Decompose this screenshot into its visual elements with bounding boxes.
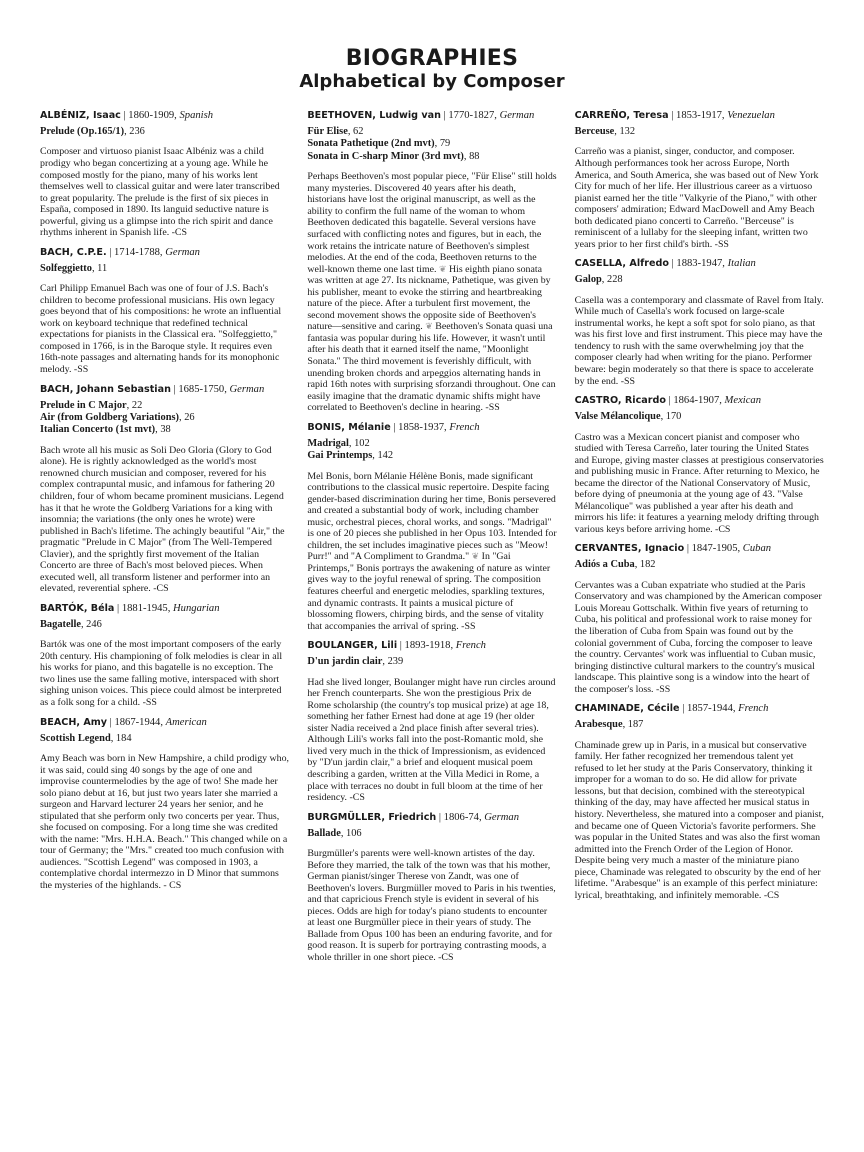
piece-title: Prelude in C Major [40,399,127,411]
composer-lifespan: | 1806-74, [436,811,485,823]
composer-name: CHAMINADE, Cécile [574,703,680,715]
composer-nationality: Italian [727,258,756,270]
composer-heading [40,716,289,729]
composer-name: CERVANTES, Ignacio [574,543,685,555]
piece-listing [575,719,824,731]
composer-entry [575,257,824,387]
composer-lifespan: | 1883-1947, [668,258,728,270]
piece-page: , 106 [340,827,362,839]
composer-name: BACH, C.P.E. [40,246,107,258]
composer-entry [307,109,556,414]
composer-bio: Chaminade grew up in Paris, in a musical but conservative family. Her father recognized her tremendous talent yet refused to let her study at the Paris Conservatory, thinking it improper for a woman to do so. He did allow for private lessons, but that decision, combined with the stereotypical thinking of the day, may have affected her musical status in history. Nevertheless, she matured into a composer and pianist, and became one of Queen Victoria's favorite performers. She was popular in the United States and was also the first woman admitted into the French Order of the Legion of Honor. Despite being very much a master of the miniature piano piece, Chaminade was relegated to obscurity by the end of her lifetime. "Arabesque" is an example of this perfect miniature: lyrical, breathtaking, and infinitely memorable. -CS [574,739,824,901]
composer-bio: Bartók was one of the most important composers of the early 20th century. His championing of folk melodies is clear in all his works for piano, and this bagatelle is no exception. The two lines use the same falling motive, interspaced with short sighing unison voices. This piece could almost be interpreted as a folk song for a child. -SS [40,639,283,709]
piece-title: Solfeggietto [40,262,92,274]
piece-title: Adiós a Cuba [574,559,635,571]
piece-page: , 184 [110,732,132,744]
composer-entry [40,602,289,709]
composer-name: BEACH, Amy [40,716,108,728]
composer-name: ALBÉNIZ, Isaac [40,110,121,121]
composer-name: CASTRO, Ricardo [574,395,666,407]
piece-listing [40,733,289,745]
composer-entry [40,109,289,239]
composer-heading [40,602,289,615]
composer-nationality: Hungarian [173,602,220,614]
piece-title: Berceuse [574,126,615,137]
composer-lifespan: | 1858-1937, [390,421,450,433]
piece-title: Arabesque [574,719,623,731]
piece-title: Für Elise [307,126,348,137]
composer-bio: Amy Beach was born in New Hampshire, a child prodigy who, it was said, could sing 40 songs by the age of one and improvise countermelodies by the age of two! She made her solo piano debut at 16, but just two years later she married a surgeon and Harvard lecturer 24 years her senior, and he stipulated that she perform only two concerts per year. Thus, she focused on composing. For a long time she was credited with the name: "Mrs. H.H.A. Beach." This changed while on a tour of Germany; the "Mrs." created too much confusion with audiences. "Scottish Legend" was composed in 1903, a contemplative chordal intermezzo in D Minor that summons the mysteries of the highlands. - CS [40,752,290,891]
composer-lifespan: | 1714-1788, [106,246,166,258]
composer-nationality: Mexican [724,395,762,407]
composer-entry [575,394,824,535]
piece-title: Scottish Legend [40,732,111,744]
column-2 [307,109,556,970]
piece-page: , 22 [126,399,143,411]
composer-name: BURGMÜLLER, Friedrich [307,811,437,823]
piece-page: , 62 [347,126,364,137]
piece-listing [307,151,556,163]
piece-listing [307,450,556,462]
composer-nationality: French [449,421,480,433]
composer-bio: Bach wrote all his music as Soli Deo Gloria (Glory to God alone). He is rightly acknowledged as the world's most renowned church musician and composer, revered for his complex contrapuntal music, and infamous for fathering 20 children, four of whom became prominent musicians. Legend has it that he wrote the Goldberg Variations for a king with insomnia; the variations (the only ones he wrote) were published in Bach's lifetime. The achingly beautiful "Air," the pragmatic "Prelude in C Major" (from The Well-Tempered Clavier), and the sprightly first movement of the Italian Concerto are three of Bach's most beloved pieces. When executed well, all transform listener and performer into an elevated, reverential sphere. -CS [40,444,285,595]
composer-lifespan: | 1847-1905, [684,543,743,555]
composer-entry [307,421,556,632]
composer-bio: Carreño was a pianist, singer, conductor, and composer. Although performances took her across Europe, North America, and South America, she was based out of New York City for much of her life. Her illustrious career as a virtuoso pianist earned her the title "Valkyrie of the Piano," with other composers' admiration; Edward MacDowell and Amy Beach both dedicated piano concerti to Carreño. "Berceuse" is reminiscent of a lullaby for the sleeping infant, written two years prior to her first child's birth. -SS [574,146,819,250]
piece-title: Bagatelle [40,618,81,630]
composer-lifespan: | 1770-1827, [440,110,500,121]
piece-listing [575,559,824,571]
composer-nationality: American [165,716,207,728]
page-title: BIOGRAPHIES [345,46,519,71]
piece-page: , 246 [80,618,102,630]
composer-lifespan: | 1864-1907, [665,395,725,407]
column-3 [575,109,824,970]
piece-page: , 132 [614,126,636,137]
composer-name: BEETHOVEN, Ludwig van [307,110,441,121]
composer-name: BARTÓK, Béla [40,602,115,614]
piece-listing [40,263,289,275]
composer-heading [307,109,556,122]
composer-nationality: Venezuelan [727,110,775,121]
piece-title: Ballade [307,827,341,839]
composer-entry [575,702,824,901]
composer-heading [575,394,824,407]
piece-page: , 187 [622,719,644,731]
piece-page: , 228 [601,274,623,286]
piece-page: , 142 [372,450,394,462]
composer-nationality: German [229,383,265,395]
flourish-ornament-icon: ❦ [425,321,433,332]
piece-title: Prelude (Op.165/1) [40,126,125,137]
composer-lifespan: | 1881-1945, [114,602,174,614]
piece-listing [307,138,556,150]
piece-listing [575,126,824,138]
composer-nationality: French [738,703,769,715]
piece-listing [40,619,289,631]
composer-name: BOULANGER, Lili [307,640,398,652]
composer-bio: Had she lived longer, Boulanger might have run circles around her French counterparts. She won the prestigious Prix de Rome scholarship (the country's top musical prize) at age 18, something her father Ernest had done at age 19 (her older sister Nadia received a 2nd place finish after several tries). Although Lili's works fall into the post-Romantic mold, she lived very much in the thick of Impressionism, as evidenced by "D'un jardin clair," a brief and eloquent musical poem describing a garden, written at the Villa Medici in Rome, a place with terraces no doubt in full bloom at the time of her residency. -CS [307,676,556,804]
piece-title: D'un jardin clair [307,656,383,668]
composer-bio: Castro was a Mexican concert pianist and composer who studied with Teresa Carreño, later touring the United States and Europe, giving master classes at prestigious conservatories and publishing music in France. After returning to Mexico, he became the director of the National Conservatory of Music, before dying of pneumonia at the young age of 43. "Valse Mélancolique" was published a year after his death and mirrors his life: it features a yearning melody drifting through various keys before arriving home. -CS [574,431,824,535]
piece-page: , 236 [124,126,145,137]
composer-lifespan: | 1860-1909, [120,110,180,121]
composer-bio: Perhaps Beethoven's most popular piece, "Für Elise" still holds many mysteries. Discovered 40 years after his death, historians have lost the original manuscript, as well as the ability to confirm the full name of the woman to whom Beethoven dedicated this bagatelle. Several versions have surfaced with conflicting notes and figures, but in each, the work retains the intricate nature of Beethoven's simplest melodies. At the end of the coda, Beethoven returns to the well-known theme one last time. ❦ His eighth piano sonata was written at age 27. Its nickname, Pathetique, was given by his publisher, meant to evoke the stirring and heartbreaking nature of the piece. After a turbulent first movement, the second movement shows the opposite side of Beethoven's nature—sensitive and caring. ❦ Beethoven's Sonata quasi una fantasia was popular during his life. However, it wasn't until after his death that it earned itself the name, "Moonlight Sonata." The third movement is feverishly difficult, with unending broken chords and arpeggios alternating hands in rapid 16th notes with surprising sforzandi throughout. One can easily imagine that the dramatic dynamic shifts might have correlated to Beethoven's decline in hearing. -SS [307,171,557,414]
piece-title: Galop [574,274,602,286]
flourish-ornament-icon: ❦ [471,551,480,562]
piece-title: Sonata in C-sharp Minor (3rd mvt) [307,150,464,162]
flourish-ornament-icon: ❦ [438,263,447,274]
biography-columns [40,109,824,970]
composer-heading [575,702,824,715]
piece-listing [307,438,556,450]
composer-nationality: Cuban [742,543,772,555]
piece-page: , 102 [348,437,370,449]
composer-entry [40,246,289,376]
composer-heading [307,421,556,434]
page-subtitle: Alphabetical by Composer [299,71,565,92]
composer-entry [307,811,556,964]
composer-bio: Cervantes was a Cuban expatriate who studied at the Paris Conservatory and was championed by the American composer Louis Moreau Gottschalk. Within five years of returning to Cuba, his political and professional work to raise money for the liberation of Cuba from Spain was found out by the colonial government of Cuba, forcing the composer to leave the country. Cervantes' work was influential to Cuban music, bringing distinctive cultural markers to the country's musical landscape. This plaintive song is a window into the heart of the composer's loss. -SS [574,579,822,695]
composer-lifespan: | 1857-1944, [679,703,739,715]
composer-bio: Casella was a contemporary and classmate of Ravel from Italy. While much of Casella's work focused on large-scale instrumental works, he kept a soft spot for solo piano, as that was his first love and first instrument. This piece may have the tendency to rush with the same overwhelming joy that the composer clearly had when writing for the piano. Performer beware: begin moderately so that there is space to accelerate by the end. -SS [574,294,824,387]
piece-listing [307,656,556,668]
piece-listing [40,126,289,138]
piece-listing [307,126,556,138]
composer-nationality: German [484,811,519,823]
composer-heading [40,246,289,259]
piece-page: , 26 [179,411,195,423]
piece-listing [575,411,824,423]
composer-name: CASELLA, Alfredo [574,258,669,270]
composer-heading [575,257,824,270]
composer-heading [40,383,289,396]
piece-title: Madrigal [307,437,349,449]
piece-page: , 38 [155,424,171,436]
piece-page: , 182 [634,559,656,571]
composer-lifespan: | 1893-1918, [397,640,456,652]
composer-heading [575,109,824,122]
composer-bio: Burgmüller's parents were well-known artistes of the day. Before they married, the talk of the town was that his mother, German pianist/singer Therese von Zandt, was one of Beethoven's lovers. Burgmüller moved to Paris in his twenties, and that capricious French style is evident in several of his pieces. Odds are high for today's piano students to encounter at least one Burgmüller piece in their years of study. The Ballade from Opus 100 has been an enduring favorite, and for good reason. It is superb for portraying contrasting moods, a whole thriller in one short piece. -CS [307,848,556,963]
composer-entry [575,542,824,695]
piece-page: , 239 [382,656,404,668]
composer-entry [575,109,824,250]
piece-listing [40,412,289,424]
composer-name: BACH, Johann Sebastian [40,383,171,395]
piece-listing [40,400,289,412]
column-1 [40,109,289,970]
composer-heading [307,639,556,652]
composer-bio: Mel Bonis, born Mélanie Hélène Bonis, made significant contributions to the classical music repertoire. Despite facing gender-based discrimination during her time, Bonis persevered and created a substantial body of work, including chamber music, orchestral pieces, choral works, and songs. "Madrigal" is one of 20 pieces she published in her Opus 103. Intended for children, the set includes imaginative pieces such as "Meow! Purr!" and "A Compliment to Grandma." ❦ In "Gai Printemps," Bonis portrays the awakening of nature as winter gives way to the joyful renewal of spring. The composition features cheerful and energetic melodies, sparkling textures, and dynamic contrasts. It paints a musical picture of blossoming flowers, chirping birds, and the sense of vitality that accompanies the arrival of spring. -SS [307,470,557,632]
piece-page: , 79 [434,138,451,150]
composer-bio: Carl Philipp Emanuel Bach was one of four of J.S. Bach's children to become professional musicians. His own legacy goes beyond that of his compositions: he wrote an influential work on keyboard technique that redefined technical expectations for pianists in the Classical era. "Solfeggietto," composed in 1766, is in the Baroque style. It requires even 16th-note passages and alternating hands for its monophonic melody. -SS [40,283,282,376]
piece-title: Gai Printemps [307,450,373,462]
composer-entry [40,716,289,892]
composer-nationality: German [499,110,535,121]
composer-heading [307,811,556,824]
piece-title: Air (from Goldberg Variations) [40,411,180,423]
composer-lifespan: | 1685-1750, [170,383,230,395]
composer-bio: Composer and virtuoso pianist Isaac Albéniz was a child prodigy who began concertizing at a young age. While he composed mostly for the piano, many of his works lent themselves well to classical guitar and were later transcribed to great popularity. The prelude is the first of six pieces in España, composed in 1890. Its languid seductive nature is powerful, giving us a glimpse into the rich spirit and dance rhythms inherent in Spanish life. -CS [40,146,280,239]
composer-nationality: German [165,246,200,258]
piece-page: , 170 [660,411,682,423]
composer-entry [40,383,289,595]
composer-entry [307,639,556,803]
piece-page: , 88 [463,150,480,162]
composer-name: CARREÑO, Teresa [574,110,669,121]
piece-title: Italian Concerto (1st mvt) [40,424,156,436]
composer-nationality: Spanish [179,110,214,121]
composer-lifespan: | 1853-1917, [668,110,728,121]
piece-title: Valse Mélancolique [574,411,661,423]
piece-listing [307,828,556,840]
composer-nationality: French [455,640,486,652]
piece-title: Sonata Pathetique (2nd mvt) [307,138,435,150]
piece-listing [40,424,289,436]
composer-lifespan: | 1867-1944, [107,716,166,728]
composer-heading [575,542,824,555]
composer-heading [40,109,289,122]
piece-page: , 11 [91,262,108,274]
composer-name: BONIS, Mélanie [307,421,391,433]
piece-listing [575,274,824,286]
